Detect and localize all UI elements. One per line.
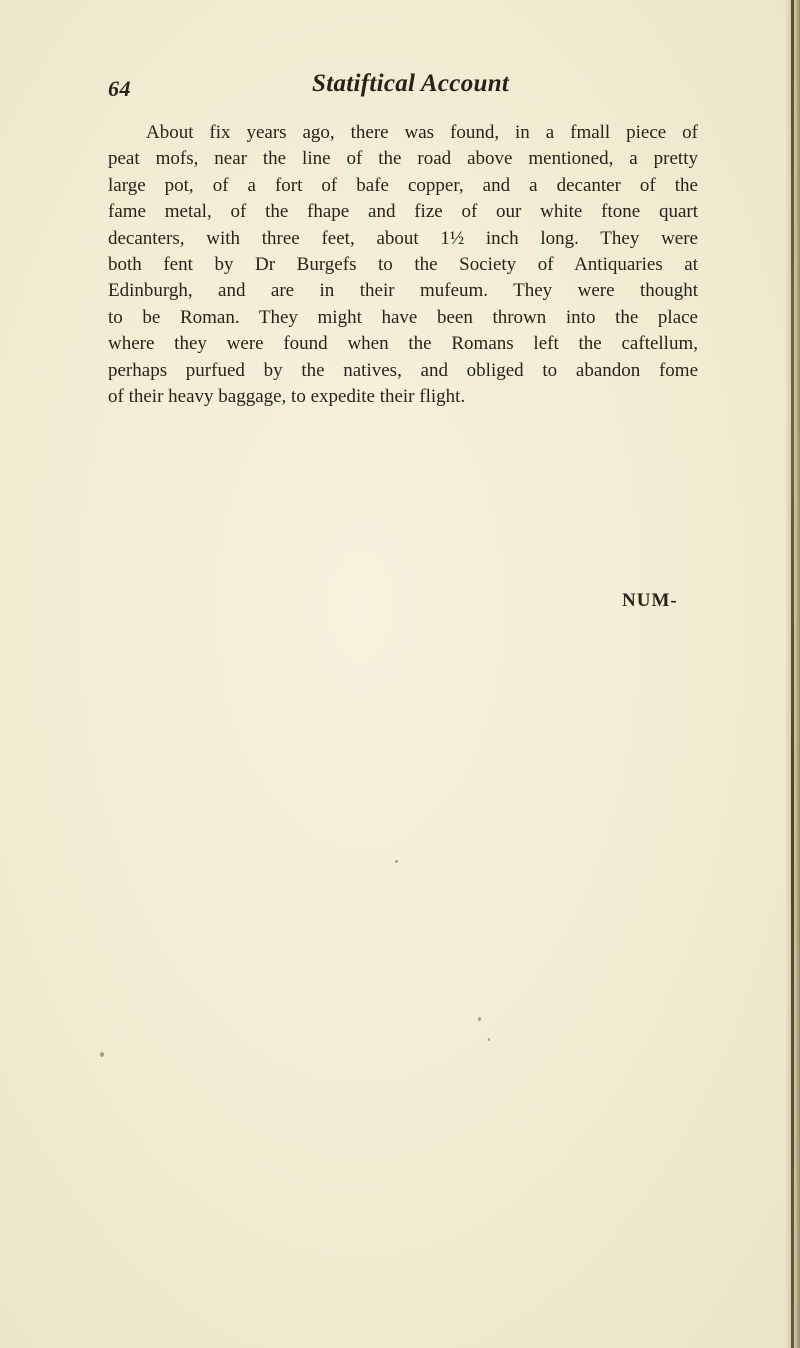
- paper-speck: [488, 1038, 490, 1041]
- running-title: Statiftical Account: [312, 70, 510, 97]
- page-number: 64: [108, 76, 131, 101]
- body-paragraph: [108, 120, 698, 410]
- text-line: perhaps purfued by the natives, and obliged to abandon fome: [108, 359, 698, 381]
- paper-speck: [100, 1052, 104, 1057]
- text-line: Edinburgh, and are in their mufeum. They were thought: [108, 280, 698, 302]
- text-line: where they were found when the Romans left the caftellum,: [108, 333, 698, 355]
- text-line: decanters, with three feet, about 1½ inch long. They were: [108, 227, 698, 249]
- text-line: large pot, of a fort of bafe copper, and a decanter of the: [108, 174, 698, 196]
- text-line: About fix years ago, there was found, in a fmall piece of: [146, 122, 698, 143]
- text-line: peat mofs, near the line of the road above mentioned, a pretty: [108, 148, 698, 170]
- text-line: both fent by Dr Burgefs to the Society of Antiquaries at: [108, 253, 698, 275]
- paper-speck: [478, 1017, 481, 1021]
- text-line: to be Roman. They might have been thrown into the place: [108, 306, 698, 328]
- text-line: of their heavy baggage, to expedite their flight.: [108, 385, 466, 407]
- catchword: NUM-: [622, 590, 678, 611]
- paper-speck: [395, 860, 398, 863]
- text-line: fame metal, of the fhape and fize of our white ftone quart: [108, 201, 698, 223]
- running-head: [108, 70, 708, 110]
- book-spine-shadow: [791, 0, 794, 1348]
